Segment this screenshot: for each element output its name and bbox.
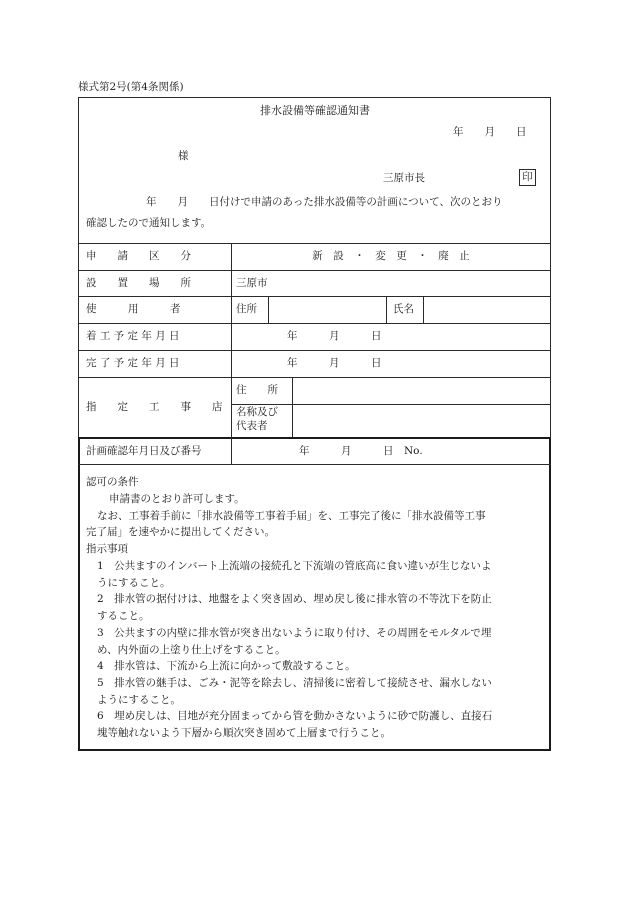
instruction-line: うにすること。 [97,577,171,589]
row-line [78,377,551,378]
row-line [78,296,551,297]
label-end-date: 完 了 予 定 年 月 日 [86,357,180,369]
row-line [78,243,551,244]
instruction-line: 3 公共ますの内壁に排水管が突き出ないように取り付け、その周囲をモルタルで埋 [97,627,492,639]
label-confirmation: 計画確認年月日及び番号 [86,445,202,457]
seal-box [519,169,536,186]
label-user: 使 用 者 [86,303,181,315]
label-contractor: 指 定 工 事 店 [86,401,223,413]
user-divider [268,296,269,323]
row-line [78,323,551,324]
conditions-heading: 認可の条件 [86,476,139,488]
contractor-address-label: 住 所 [236,384,278,396]
instruction-line: 4 排水管は、下流から上流に向かって敷設すること。 [97,660,356,672]
body-line-2: 確認したので通知します。 [86,217,212,229]
contractor-name-label: 名称及び [236,406,278,418]
start-date-value: 年 月 日 [287,330,382,342]
frame-left [78,97,79,437]
seal-char: 印 [522,171,533,183]
row-line [231,404,551,405]
contractor-rep-label: 代表者 [236,420,268,432]
user-divider [386,296,387,323]
end-date-value: 年 月 日 [287,357,382,369]
instruction-line: 5 排水管の継手は、ごみ・泥等を除去し、清掃後に密着して接続させ、漏水しない [97,677,492,689]
instruction-line: 塊等触れないよう下層から順次突き固めて上層まで行うこと。 [97,727,391,739]
issue-date: 年 月 日 [453,126,527,138]
instruction-line: 2 排水管の据付けは、地盤をよく突き固め、埋め戻し後に排水管の不等沈下を防止 [97,593,492,605]
document-title: 排水設備等確認通知書 [260,104,370,117]
label-location: 設 置 場 所 [86,277,191,289]
row-line [78,270,551,271]
label-application-type: 申 請 区 分 [86,250,191,262]
box-top [78,437,551,439]
box-right [549,437,551,750]
body-line-1: 年 月 日付けで申請のあった排水設備等の計画について、次のとおり [146,196,503,208]
confirmation-divider [231,437,232,464]
frame-right [550,97,551,437]
label-divider [231,243,232,437]
application-type-options: 新 設 ・ 変 更 ・ 廃 止 [312,250,470,262]
instruction-line: ようにすること。 [97,694,181,706]
form-label: 様式第2号(第4条関係) [78,81,184,93]
instruction-line: 1 公共ますのインバート上流端の接続孔と下流端の管底高に食い違いが生じないよ [97,560,492,572]
user-address-label: 住所 [236,303,257,315]
confirmation-value: 年 月 日 No. [299,445,423,457]
conditions-line-1: 申請書のとおり許可します。 [109,493,245,505]
row-line [78,350,551,351]
box-left [78,437,80,750]
instruction-line: すること。 [97,610,150,622]
instructions-heading: 指示事項 [86,543,128,555]
issuer-name: 三原市長 [383,172,425,184]
instruction-line: め、内外面の上塗り仕上げをすること。 [97,644,286,656]
label-start-date: 着 工 予 定 年 月 日 [86,330,180,342]
frame-top [78,97,551,98]
user-name-label: 氏名 [393,303,414,315]
instruction-line: 6 埋め戻しは、目地が充分固まってから管を動かさないように砂で防護し、直接石 [97,710,493,722]
box-bottom [78,749,551,751]
conditions-line-2: なお、工事着手前に「排水設備等工事着手届」を、工事完了後に「排水設備等工事 [97,510,486,522]
contractor-divider [292,377,293,437]
conditions-line-3: 完了届」を速やかに提出してください。 [86,526,275,538]
row-line [78,464,551,465]
user-divider [423,296,424,323]
location-value: 三原市 [236,277,268,289]
addressee-suffix: 様 [178,150,189,162]
